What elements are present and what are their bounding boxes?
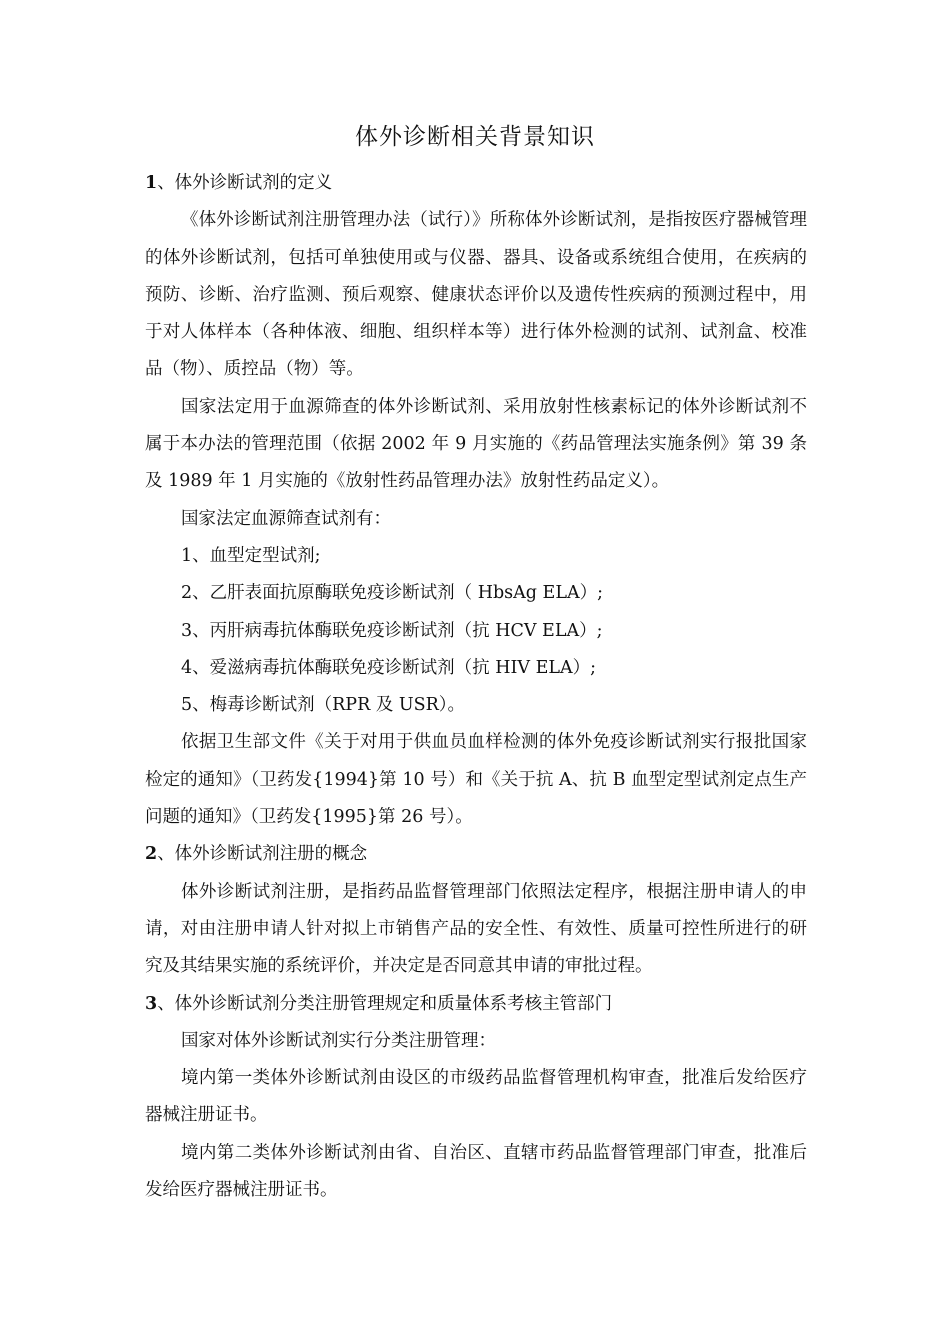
- list-item: 1、血型定型试剂;: [181, 545, 321, 566]
- document-body: [145, 165, 807, 1209]
- paragraph: 境内第一类体外诊断试剂由设区的市级药品监督管理机构审查，批准后发给医疗器械注册证书。: [145, 1068, 807, 1126]
- section-number: 1: [145, 173, 158, 193]
- list-item: 4、爱滋病毒抗体酶联免疫诊断试剂（抗 HIV ELA）;: [181, 657, 596, 678]
- section-heading-1: [145, 165, 807, 202]
- section-heading-2: [145, 836, 807, 873]
- paragraph: 国家法定用于血源筛查的体外诊断试剂、采用放射性核素标记的体外诊断试剂不属于本办法的管理范围（依据 2002 年 9 月实施的《药品管理法实施条例》第 39 条及 1989 年 1 月实施的《放射性药品管理办法》放射性药品定义）。: [145, 396, 807, 492]
- section-heading-text: 、体外诊断试剂分类注册管理规定和质量体系考核主管部门: [157, 993, 613, 1014]
- section-heading-text: 、体外诊断试剂的定义: [157, 173, 333, 193]
- paragraph: 国家对体外诊断试剂实行分类注册管理：: [181, 1030, 496, 1051]
- list-item: 5、梅毒诊断试剂（RPR 及 USR）。: [181, 695, 466, 716]
- section-number: 2: [145, 844, 158, 865]
- paragraph: 境内第二类体外诊断试剂由省、自治区、直辖市药品监督管理部门审查，批准后发给医疗器械注册证书。: [145, 1142, 807, 1201]
- paragraph: 《体外诊断试剂注册管理办法（试行）》所称体外诊断试剂，是指按医疗器械管理的体外诊断试剂，包括可单独使用或与仪器、器具、设备或系统组合使用，在疾病的预防、诊断、治疗监测、预后观察、健康状态评价以及遗传性疾病的预测过程中，用于对人体样本（各种体液、细胞、组织样本等）进行体外检测的试剂、试剂盒、校准品（物）、质控品（物）等。: [145, 210, 807, 380]
- document-title: 体外诊断相关背景知识: [355, 124, 595, 150]
- paragraph: 国家法定血源筛查试剂有：: [181, 508, 391, 529]
- list-item: 2、乙肝表面抗原酶联免疫诊断试剂（ HbsAg ELA）;: [181, 583, 603, 604]
- section-number: 3: [145, 993, 158, 1014]
- paragraph: 体外诊断试剂注册，是指药品监督管理部门依照法定程序，根据注册申请人的申请，对由注册申请人针对拟上市销售产品的安全性、有效性、质量可控性所进行的研究及其结果实施的系统评价，并决定是否同意其申请的审批过程。: [145, 881, 807, 977]
- section-heading-text: 、体外诊断试剂注册的概念: [157, 844, 368, 865]
- list-item: 3、丙肝病毒抗体酶联免疫诊断试剂（抗 HCV ELA）;: [181, 620, 603, 641]
- section-heading-3: [145, 986, 807, 1023]
- paragraph: 依据卫生部文件《关于对用于供血员血样检测的体外免疫诊断试剂实行报批国家检定的通知》（卫药发{1994}第 10 号）和《关于抗 A、抗 B 血型定型试剂定点生产问题的通知》（卫药发{1995}第 26 号）。: [145, 732, 807, 828]
